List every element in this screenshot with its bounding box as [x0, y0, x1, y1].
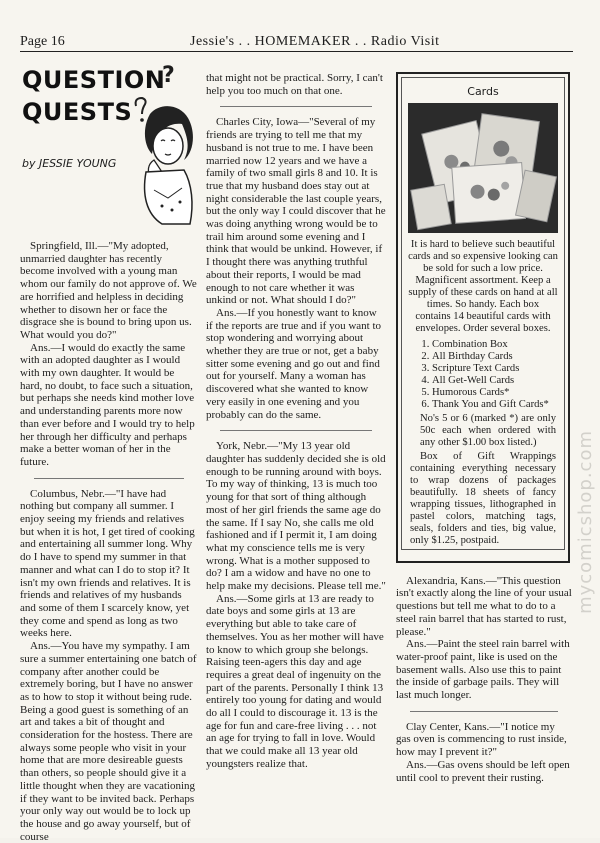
cards-ad-title: Cards — [467, 85, 499, 98]
letter-charles-city: Charles City, Iowa—"Several of my friends are trying to tell me that my husband is not true to me. I have been married now 12 years and we have a family of two small girls 8 and 10. It is true that my husband does stay out at night considerable the last couple years, but the only way I could discover that he was doing anything wrong would be to trail him around some evening and I think that would be unkind. However, if I thought there was anything truthful about their reports, I would be mad enough to not care whether it was unkind or not. What should I do?" — [206, 116, 386, 307]
thinking-woman-illustration — [132, 94, 198, 226]
answer-charles-city: Ans.—If you honestly want to know if the reports are true and if you want to stop wondering and worrying about whether they are true or not, get a baby sitter some evening and go out and find out for yourself. Many a woman has discovered what she wanted to know very easily in one evening and you probably can do the same. — [206, 306, 382, 421]
column-1 — [20, 63, 198, 843]
cards-ad-note: No's 5 or 6 (marked *) are only 50c each when ordered with any other $1.00 box listed.) — [420, 412, 556, 448]
page-header — [20, 33, 573, 51]
header-rule — [20, 51, 573, 52]
letter-alexandria: Alexandria, Kans.—"This question isn't exactly along the line of your usual questions but tell me what to do to a steel rain barrel that has started to rust, please." — [396, 574, 572, 638]
letter-columbus: Columbus, Nebr.—"I have had nothing but company all summer. I enjoy seeing my friends and relatives but when it is hot, I get tired of cooking and entertaining all summer long. Why do I have to spend my summer in that manner and what can I do to stop it? It isn't my own friends and relatives. It is friends and relatives of my husbands and some of them I scarcely know, yet they come and spend as long as two weeks here. — [20, 487, 195, 640]
separator — [220, 430, 372, 431]
cards-ad-list — [418, 339, 564, 411]
cards-ad-item: 6. Thank You and Gift Cards* — [432, 399, 564, 411]
cards-ad-item: 3. Scripture Text Cards — [432, 363, 564, 375]
cards-ad-description: It is hard to believe such beautiful cards and so expensive looking can be sold for such a low price. Magnificent assortment. Keep a supply of these cards on hand at all times. So handy. Each box contains 14 beautiful cards with envelopes. Order several boxes. — [408, 238, 558, 334]
greeting-cards-photo — [408, 103, 558, 233]
byline: by JESSIE YOUNG — [22, 157, 117, 170]
answer-columbus-continued: that might not be practical. Sorry, I can't help you too much on that one. — [206, 72, 383, 97]
answer-alexandria: Ans.—Paint the steel rain barrel with water-proof paint, like is used on the basement walls. Also use this to paint the inside of garbage pails. They will last much longer. — [396, 638, 570, 702]
cards-advertisement — [396, 72, 570, 563]
masthead: Jessie's . . HOMEMAKER . . Radio Visit — [190, 34, 440, 49]
gift-wrapping-offer: Box of Gift Wrappings containing everything necessary to wrap dozens of packages beautifully. 18 sheets of fancy wrapping tissues, lithographed in pastel colors, matching tags, seals, folders and ties, big value, only $1.25, postpaid. — [410, 450, 556, 546]
answer-springfield: Ans.—I would do exactly the same with an adopted daughter as I would with my own daughter. It would be hard, no doubt, to face such a situation, but perhaps she needs kind mother love and understanding parents more now than ever before and I would try to help her through her difficulty and perhaps make a better woman of her in the future. — [20, 341, 195, 468]
page-number: Page 16 — [20, 34, 65, 49]
separator — [410, 711, 558, 712]
separator — [220, 106, 372, 107]
answer-columbus: Ans.—You have my sympathy. I am sure a summer entertaining one batch of company after another could be extremely boring, but I have no answer as to how to stop it without being rude. Being a good guest is something of an art and takes a bit of thought and consideration for the hostess. There are always some people who visit in your home that are more desireable guests than others, so people should give it a little thought when they are vacationing if they want to be invited back. Perhaps your only way out would be to lock up the house and go away yourself, but of course — [20, 640, 197, 843]
title-question-mark: ? — [162, 63, 175, 88]
cards-ad-item: 4. All Get-Well Cards — [432, 375, 564, 387]
cards-ad-item: 5. Humorous Cards* — [432, 387, 564, 399]
column-title-block — [20, 63, 198, 230]
column-3 — [396, 72, 572, 784]
answer-clay-center: Ans.—Gas ovens should be left open until cool to prevent their rusting. — [396, 758, 570, 784]
cards-ad-inner — [401, 77, 565, 550]
letter-springfield: Springfield, Ill.—"My adopted, unmarried daughter has recently become involved with a young man whom our family do not approve of. We are horrified and helpless in deciding whether to disown her or face the disgrace she is bound to bring upon us. What would you do?" — [20, 240, 197, 341]
watermark: mycomicshop.com — [575, 430, 596, 614]
title-line-1: QUESTION — [22, 66, 166, 94]
separator — [34, 478, 184, 479]
column-2 — [206, 72, 386, 771]
answer-york: Ans.—Some girls at 13 are ready to date boys and some girls at 13 are everything but able to take care of themselves. You as her mother will have to know to which group she belongs. Raising teen-agers this day and age requires a great deal of ingenuity on the part of the parents. Personally I think 13 entirely too young for dating and would do all I could to discourage it. 13 is the age for fun and care-free living . . . not an age for trying to fall in love. Would that we could make all 13 year old youngsters realize that. — [206, 592, 384, 770]
cards-ad-item: 2. All Birthday Cards — [432, 351, 564, 363]
letter-clay-center: Clay Center, Kans.—"I notice my gas oven is commencing to rust inside, how may I prevent it?" — [396, 720, 567, 759]
letter-york: York, Nebr.—"My 13 year old daughter has suddenly decided she is old enough to be running around with boys. To my way of thinking, 13 is much too young for that sort of thing although most of her girl friends the same age do the same. If I say No, she calls me old fashioned and if I permit it, I am doing what my conscience tells me is very wrong. What is a mother supposed to do? I am a widow and have no one to help make my decisions. Please tell me." — [206, 440, 386, 593]
cards-ad-item: 1. Combination Box — [432, 339, 564, 351]
title-line-2: QUESTS — [22, 98, 133, 126]
